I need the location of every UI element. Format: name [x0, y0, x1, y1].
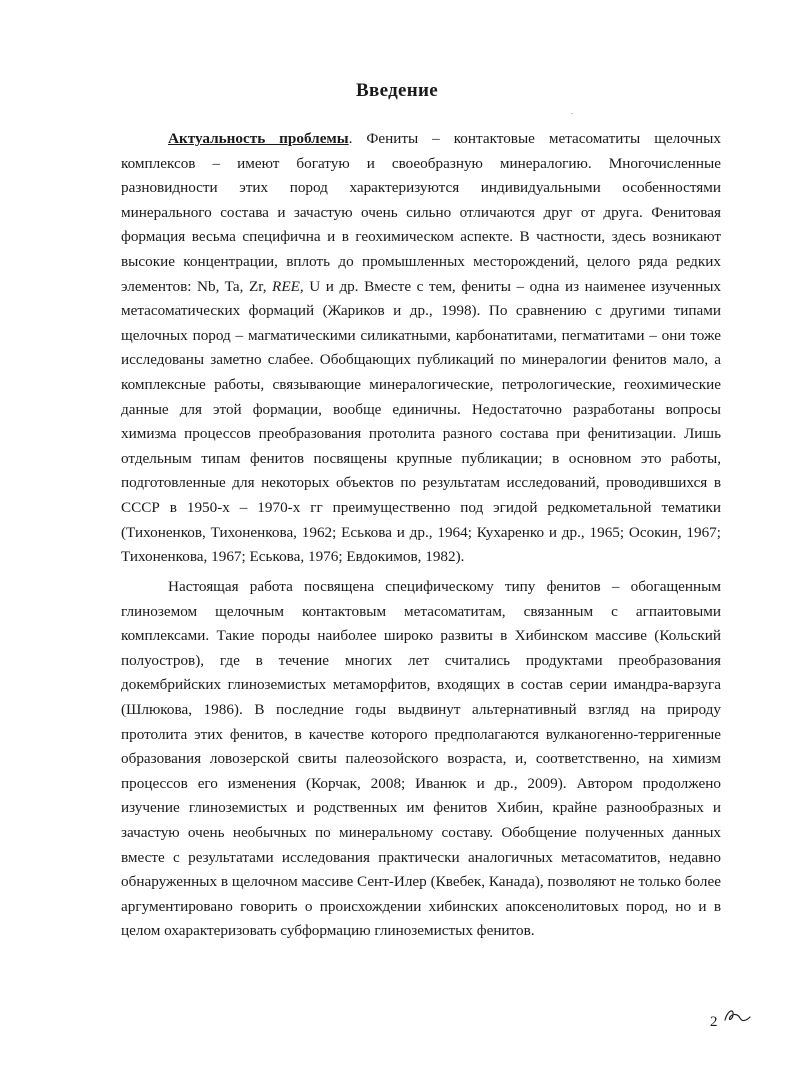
paragraph-lead-heading: Актуальность проблемы	[168, 130, 349, 147]
paragraph-text: . Фениты – контактовые метасоматиты щелочных комплексов – имеют богатую и своеобразную минералогию. Многочисленные разновидности этих пород характеризуются индивидуальными особенностями минерального состава и зачастую очень сильно отличаются друг от друга. Фенитовая формация весьма специфична и в геохимическом аспекте. В частности, здесь возникают высокие концентрации, вплоть до промышленных месторождений, целого ряда редких элементов: Nb, Ta, Zr,	[121, 130, 721, 295]
paragraph-subject	[121, 575, 721, 944]
page-title: Введение	[356, 80, 438, 101]
handwritten-initial-mark	[722, 1006, 752, 1028]
page-number: 2	[710, 1014, 718, 1030]
italic-term: REE	[272, 277, 300, 295]
paragraph-text-continued: , U и др. Вместе с тем, фениты – одна из наименее изученных метасоматических формаций (Жариков и др., 1998). По сравнению с другими типами щелочных пород – магматическими силикатными, карбонатитами, пегматитами – они тоже исследованы заметно слабее. Обобщающих публикаций по минералогии фенитов мало, а комплексные работы, связывающие минералогические, петрологические, геохимические данные для этой формации, вообще единичны. Недостаточно разработаны вопросы химизма процессов преобразования протолита разного состава при фенитизации. Лишь отдельным типам фенитов посвящены крупные публикации; в основном это работы, подготовленные для некоторых объектов по результатам исследований, проводившихся в СССР в 1950-х – 1970-х гг преимущественно под эгидой редкометальной тематики (Тихоненков, Тихоненкова, 1962; Еськова и др., 1964; Кухаренко и др., 1965; Осокин, 1967; Тихоненкова, 1967; Еськова, 1976; Евдокимов, 1982).	[121, 277, 721, 566]
paragraph-text: Настоящая работа посвящена специфическому типу фенитов – обогащенным глиноземом щелочным контактовым метасоматитам, связанным с агпаитовыми комплексами. Такие породы наиболее широко развиты в Хибинском массиве (Кольский полуостров), где в течение многих лет считались продуктами преобразования докембрийских глиноземистых метаморфитов, входящих в состав серии имандра-варзуга (Шлюкова, 1986). В последние годы выдвинут альтернативный взгляд на природу протолита этих фенитов, в качестве которого предполагаются вулканогенно-терригенные образования ловозерской свиты палеозойского возраста, и, соответственно, на химизм процессов его изменения (Корчак, 2008; Иванюк и др., 2009). Автором продолжено изучение глиноземистых и родственных им фенитов Хибин, крайне разнообразных и зачастую очень необычных по минеральному составу. Обобщение полученных данных вместе с результатами исследования практически аналогичных метасоматитов, недавно обнаруженных в щелочном массиве Сент-Илер (Квебек, Канада), позволяют не только более аргументировано говорить о происхождении хибинских апоксенолитовых пород, но и в целом охарактеризовать субформацию глиноземистых фенитов.	[121, 578, 721, 940]
paragraph-relevance	[121, 127, 721, 570]
scan-speck	[571, 113, 573, 114]
